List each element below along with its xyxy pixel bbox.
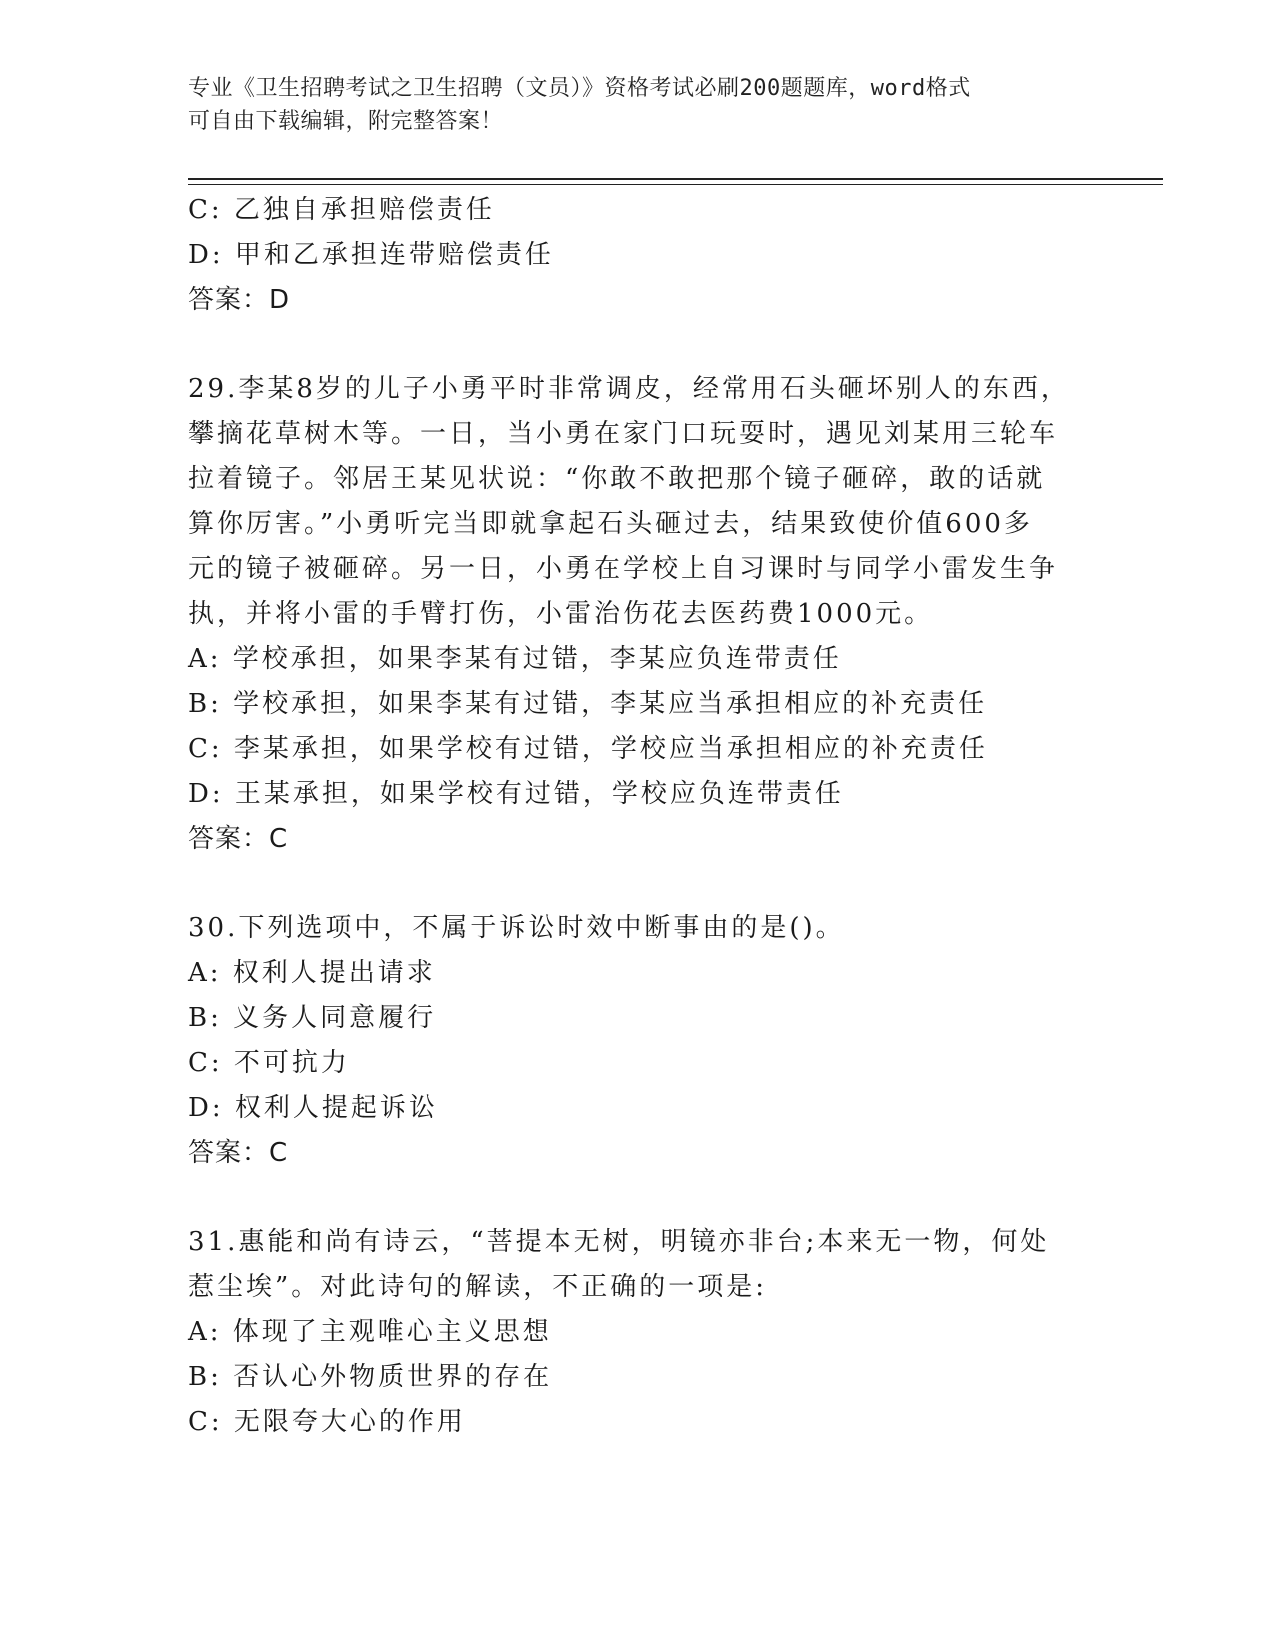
q29-stem-line-5: 元的镜子被砸碎。另一日，小勇在学校上自习课时与同学小雷发生争	[188, 554, 1059, 584]
q29-option-d: D: 王某承担，如果学校有过错，学校应负连带责任	[188, 779, 844, 809]
q30-answer: 答案：C	[188, 1138, 289, 1168]
q29-stem-line-3: 拉着镜子。邻居王某见状说：“你敢不敢把那个镜子砸碎，敢的话就	[188, 464, 1046, 494]
q31-option-b: B: 否认心外物质世界的存在	[188, 1362, 553, 1392]
q28-option-c: C: 乙独自承担赔偿责任	[188, 195, 495, 225]
q28-answer: 答案：D	[188, 285, 291, 315]
q30-option-c: C: 不可抗力	[188, 1048, 350, 1078]
q30-stem: 30.下列选项中，不属于诉讼时效中断事由的是()。	[188, 913, 845, 943]
q29-answer: 答案：C	[188, 824, 289, 854]
q30-option-d: D: 权利人提起诉讼	[188, 1093, 438, 1123]
question-content	[188, 188, 1068, 1445]
q29-stem-line-1: 29.李某8岁的儿子小勇平时非常调皮，经常用石头砸坏别人的东西，	[188, 374, 1070, 404]
spacer	[188, 1176, 1068, 1220]
q30-option-a: A: 权利人提出请求	[188, 958, 436, 988]
q29-stem-line-6: 执，并将小雷的手臂打伤，小雷治伤花去医药费1000元。	[188, 599, 934, 629]
header-divider-thick	[188, 178, 1163, 180]
q31-stem-line-2: 惹尘埃”。对此诗句的解读，不正确的一项是:	[188, 1272, 768, 1302]
q29-option-b: B: 学校承担，如果李某有过错，李某应当承担相应的补充责任	[188, 689, 988, 719]
document-header	[188, 72, 1088, 138]
spacer	[188, 862, 1068, 906]
q29-option-a: A: 学校承担，如果李某有过错，李某应负连带责任	[188, 644, 842, 674]
q31-option-c: C: 无限夸大心的作用	[188, 1407, 466, 1437]
q29-stem-line-2: 攀摘花草树木等。一日，当小勇在家门口玩耍时，遇见刘某用三轮车	[188, 419, 1059, 449]
q31-stem-line-1: 31.惠能和尚有诗云，“菩提本无树，明镜亦非台;本来无一物，何处	[188, 1227, 1050, 1257]
header-title-line-2: 可自由下载编辑，附完整答案！	[188, 109, 504, 134]
q31-option-a: A: 体现了主观唯心主义思想	[188, 1317, 552, 1347]
header-divider-thin	[188, 184, 1163, 185]
q30-option-b: B: 义务人同意履行	[188, 1003, 437, 1033]
q29-option-c: C: 李某承担，如果学校有过错，学校应当承担相应的补充责任	[188, 734, 988, 764]
spacer	[188, 323, 1068, 367]
header-title-line-1: 专业《卫生招聘考试之卫生招聘（文员）》资格考试必刷200题题库，word格式	[188, 76, 971, 101]
q29-stem-line-4: 算你厉害。”小勇听完当即就拿起石头砸过去，结果致使价值600多	[188, 509, 1033, 539]
q28-option-d: D: 甲和乙承担连带赔偿责任	[188, 240, 554, 270]
